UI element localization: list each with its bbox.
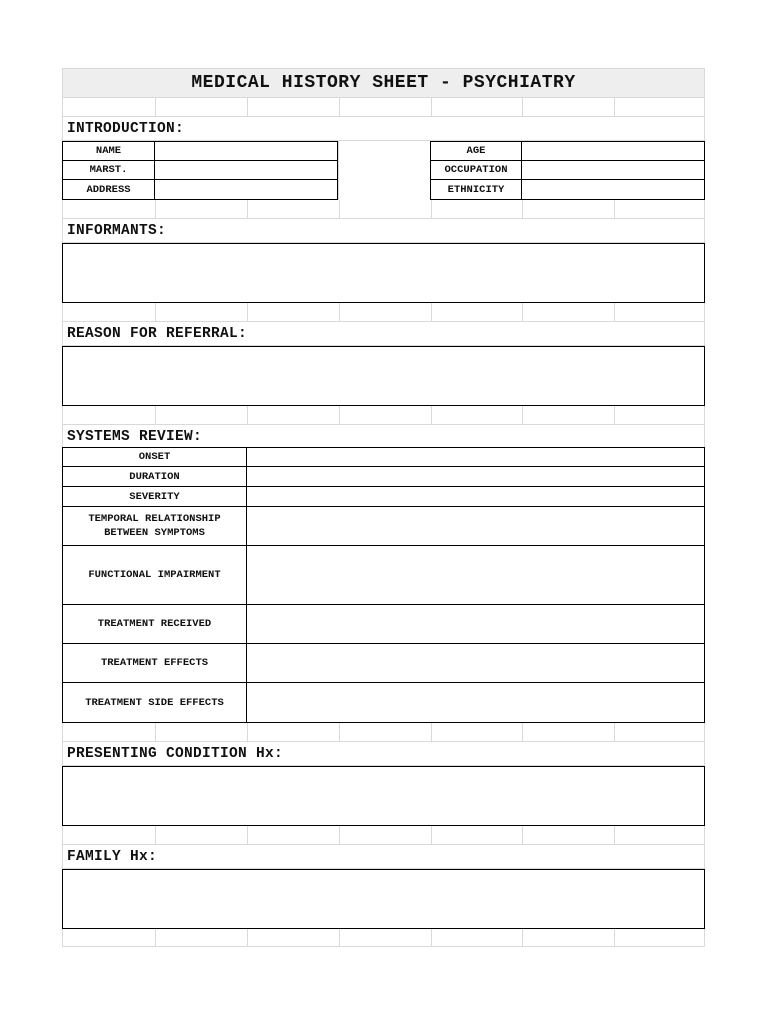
occupation-label: OCCUPATION: [430, 160, 522, 180]
marital-status-field[interactable]: [154, 160, 338, 180]
family-history-box[interactable]: [62, 869, 705, 929]
ethnicity-label: ETHNICITY: [430, 179, 522, 200]
functional-impairment-field[interactable]: [246, 545, 705, 605]
marital-status-label: MARST.: [62, 160, 155, 180]
temporal-relationship-field[interactable]: [246, 506, 705, 546]
family-label-row: [62, 845, 705, 869]
temporal-relationship-label: TEMPORAL RELATIONSHIP BETWEEN SYMPTOMS: [62, 506, 247, 546]
grid-spacer-row: [62, 98, 705, 117]
onset-label: ONSET: [62, 447, 247, 467]
onset-field[interactable]: [246, 447, 705, 467]
occupation-field[interactable]: [521, 160, 705, 180]
treatment-effects-label: TREATMENT EFFECTS: [62, 643, 247, 683]
reason-for-referral-heading: REASON FOR REFERRAL:: [67, 326, 248, 342]
duration-field[interactable]: [246, 466, 705, 487]
presenting-condition-heading: PRESENTING CONDITION Hx:: [67, 746, 284, 762]
treatment-received-label: TREATMENT RECEIVED: [62, 604, 247, 644]
family-history-heading: FAMILY Hx:: [67, 849, 158, 865]
introduction-heading: INTRODUCTION:: [67, 121, 185, 137]
age-field[interactable]: [521, 141, 705, 161]
treatment-side-effects-field[interactable]: [246, 682, 705, 723]
informants-label-row: [62, 219, 705, 243]
address-label: ADDRESS: [62, 179, 155, 200]
severity-label: SEVERITY: [62, 486, 247, 507]
name-field[interactable]: [154, 141, 338, 161]
reason-label-row: [62, 322, 705, 346]
medical-history-sheet: [62, 68, 705, 946]
reason-for-referral-box[interactable]: [62, 346, 705, 406]
grid-spacer-row: [62, 200, 705, 219]
treatment-received-field[interactable]: [246, 604, 705, 644]
introduction-label-row: [62, 117, 705, 141]
sheet-title: MEDICAL HISTORY SHEET - PSYCHIATRY: [62, 68, 705, 98]
presenting-condition-box[interactable]: [62, 766, 705, 826]
treatment-side-effects-label: TREATMENT SIDE EFFECTS: [62, 682, 247, 723]
grid-spacer-row: [62, 826, 705, 845]
name-label: NAME: [62, 141, 155, 161]
grid-spacer-row: [62, 929, 705, 947]
treatment-effects-field[interactable]: [246, 643, 705, 683]
severity-field[interactable]: [246, 486, 705, 507]
systems-review-heading: SYSTEMS REVIEW:: [67, 429, 203, 445]
grid-spacer-row: [62, 303, 705, 322]
ethnicity-field[interactable]: [521, 179, 705, 200]
grid-spacer-row: [62, 723, 705, 742]
informants-box[interactable]: [62, 243, 705, 303]
informants-heading: INFORMANTS:: [67, 223, 167, 239]
grid-spacer-row: [62, 406, 705, 425]
presenting-label-row: [62, 742, 705, 766]
duration-label: DURATION: [62, 466, 247, 487]
address-field[interactable]: [154, 179, 338, 200]
age-label: AGE: [430, 141, 522, 161]
functional-impairment-label: FUNCTIONAL IMPAIRMENT: [62, 545, 247, 605]
systems-label-row: [62, 425, 705, 449]
